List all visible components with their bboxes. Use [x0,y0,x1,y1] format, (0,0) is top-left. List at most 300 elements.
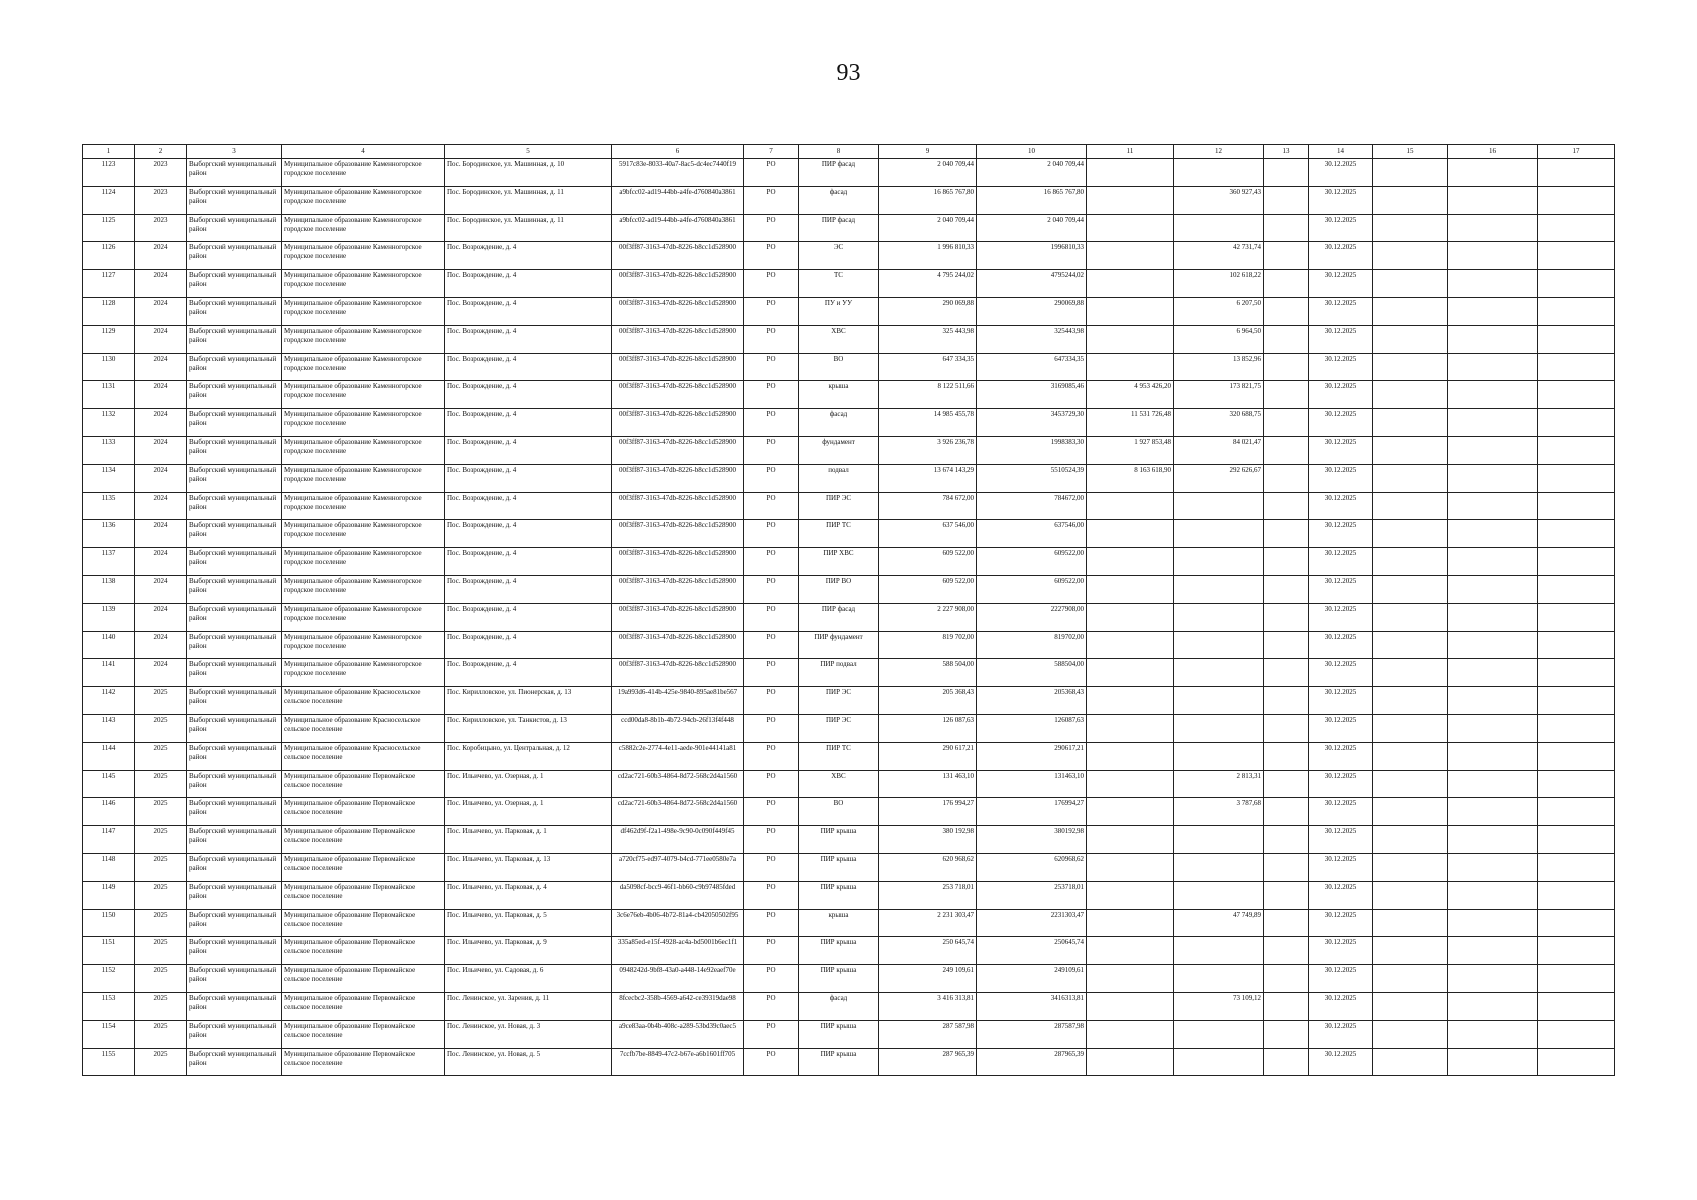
total-cost-cell: 13 674 143,29 [879,464,977,492]
address-cell: Пос. Кирилловское, ул. Пионерская, д. 13 [445,687,612,715]
work-type-cell: ПУ и УУ [799,297,879,325]
col10-amount-cell: 250645,74 [977,937,1087,965]
row-number-cell: 1147 [83,826,135,854]
col11-amount-cell [1087,631,1174,659]
col11-amount-cell [1087,575,1174,603]
col17-cell [1538,937,1615,965]
district-cell: Выборгский муниципальный район [187,325,282,353]
col12-amount-cell [1174,965,1264,993]
col10-amount-cell: 609522,00 [977,548,1087,576]
col10-amount-cell: 5510524,39 [977,464,1087,492]
col16-cell [1448,575,1538,603]
col7-code-cell: РО [744,853,799,881]
col17-cell [1538,297,1615,325]
col16-cell [1448,409,1538,437]
total-cost-cell: 637 546,00 [879,520,977,548]
district-cell: Выборгский муниципальный район [187,436,282,464]
col11-amount-cell [1087,798,1174,826]
municipality-cell: Муниципальное образование Первомайское сельское поселение [282,798,445,826]
house-guid-cell: a9ce83aa-0b4b-408c-a289-53bd39c0aec5 [612,1020,744,1048]
col16-cell [1448,464,1538,492]
address-cell: Пос. Возрождение, д. 4 [445,409,612,437]
col10-amount-cell: 290617,21 [977,742,1087,770]
deadline-cell: 30.12.2025 [1309,881,1373,909]
col7-code-cell: РО [744,659,799,687]
address-cell: Пос. Коробицыно, ул. Центральная, д. 12 [445,742,612,770]
total-cost-cell: 609 522,00 [879,575,977,603]
year-cell: 2023 [135,186,187,214]
col15-cell [1373,770,1448,798]
address-cell: Пос. Возрождение, д. 4 [445,436,612,464]
year-cell: 2025 [135,687,187,715]
row-number-cell: 1137 [83,548,135,576]
deadline-cell: 30.12.2025 [1309,409,1373,437]
house-guid-cell: 00f3ff87-3163-47db-8226-b8cc1d528900 [612,631,744,659]
col11-amount-cell [1087,937,1174,965]
col12-amount-cell: 47 749,89 [1174,909,1264,937]
total-cost-cell: 14 985 455,78 [879,409,977,437]
col15-cell [1373,1048,1448,1076]
work-type-cell: ЭС [799,242,879,270]
district-cell: Выборгский муниципальный район [187,381,282,409]
district-cell: Выборгский муниципальный район [187,186,282,214]
col15-cell [1373,714,1448,742]
house-guid-cell: 00f3ff87-3163-47db-8226-b8cc1d528900 [612,575,744,603]
col16-cell [1448,381,1538,409]
work-type-cell: ПИР ТС [799,742,879,770]
table-row [83,881,1615,909]
table-row [83,687,1615,715]
deadline-cell: 30.12.2025 [1309,798,1373,826]
col12-amount-cell: 3 787,68 [1174,798,1264,826]
year-cell: 2025 [135,992,187,1020]
year-cell: 2025 [135,1048,187,1076]
col7-code-cell: РО [744,464,799,492]
table-row [83,992,1615,1020]
table-row [83,436,1615,464]
address-cell: Пос. Возрождение, д. 4 [445,270,612,298]
total-cost-cell: 8 122 511,66 [879,381,977,409]
address-cell: Пос. Возрождение, д. 4 [445,575,612,603]
district-cell: Выборгский муниципальный район [187,714,282,742]
col12-amount-cell [1174,548,1264,576]
col7-code-cell: РО [744,937,799,965]
year-cell: 2025 [135,881,187,909]
municipality-cell: Муниципальное образование Каменногорское городское поселение [282,464,445,492]
col17-cell [1538,1020,1615,1048]
table-row [83,965,1615,993]
col11-amount-cell [1087,242,1174,270]
col15-cell [1373,270,1448,298]
district-cell: Выборгский муниципальный район [187,575,282,603]
table-row [83,186,1615,214]
col13-cell [1264,1048,1309,1076]
col16-cell [1448,1020,1538,1048]
col7-code-cell: РО [744,381,799,409]
col15-cell [1373,826,1448,854]
col17-cell [1538,214,1615,242]
col13-cell [1264,325,1309,353]
col13-cell [1264,631,1309,659]
row-number-cell: 1153 [83,992,135,1020]
col12-amount-cell: 42 731,74 [1174,242,1264,270]
row-number-cell: 1130 [83,353,135,381]
col12-amount-cell [1174,1048,1264,1076]
col16-cell [1448,937,1538,965]
year-cell: 2024 [135,520,187,548]
col13-cell [1264,826,1309,854]
table-row [83,548,1615,576]
municipality-cell: Муниципальное образование Каменногорское городское поселение [282,325,445,353]
col15-cell [1373,798,1448,826]
col13-cell [1264,770,1309,798]
year-cell: 2025 [135,1020,187,1048]
year-cell: 2025 [135,798,187,826]
col17-cell [1538,853,1615,881]
address-cell: Пос. Ленинское, ул. Новая, д. 3 [445,1020,612,1048]
year-cell: 2024 [135,659,187,687]
address-cell: Пос. Возрождение, д. 4 [445,603,612,631]
col15-cell [1373,603,1448,631]
deadline-cell: 30.12.2025 [1309,659,1373,687]
table-row [83,826,1615,854]
table-row [83,631,1615,659]
col13-cell [1264,242,1309,270]
col13-cell [1264,436,1309,464]
table-row [83,214,1615,242]
work-type-cell: ТС [799,270,879,298]
district-cell: Выборгский муниципальный район [187,242,282,270]
year-cell: 2024 [135,409,187,437]
col10-amount-cell: 2 040 709,44 [977,214,1087,242]
col16-cell [1448,436,1538,464]
row-number-cell: 1149 [83,881,135,909]
col10-amount-cell: 647334,35 [977,353,1087,381]
col16-cell [1448,631,1538,659]
total-cost-cell: 131 463,10 [879,770,977,798]
col7-code-cell: РО [744,770,799,798]
col12-amount-cell: 84 021,47 [1174,436,1264,464]
address-cell: Пос. Бородинское, ул. Машинная, д. 10 [445,159,612,187]
year-cell: 2025 [135,853,187,881]
total-cost-cell: 2 227 908,00 [879,603,977,631]
col12-amount-cell [1174,492,1264,520]
col12-amount-cell: 360 927,43 [1174,186,1264,214]
col11-amount-cell [1087,714,1174,742]
district-cell: Выборгский муниципальный район [187,853,282,881]
municipality-cell: Муниципальное образование Каменногорское городское поселение [282,270,445,298]
col16-cell [1448,881,1538,909]
col13-cell [1264,965,1309,993]
col12-amount-cell [1174,881,1264,909]
municipality-cell: Муниципальное образование Каменногорское городское поселение [282,353,445,381]
col7-code-cell: РО [744,548,799,576]
col11-amount-cell [1087,992,1174,1020]
col13-cell [1264,603,1309,631]
work-type-cell: ПИР ВО [799,575,879,603]
year-cell: 2024 [135,548,187,576]
municipality-cell: Муниципальное образование Первомайское сельское поселение [282,853,445,881]
col12-amount-cell: 13 852,96 [1174,353,1264,381]
col7-code-cell: РО [744,631,799,659]
deadline-cell: 30.12.2025 [1309,325,1373,353]
municipality-cell: Муниципальное образование Каменногорское городское поселение [282,242,445,270]
col16-cell [1448,909,1538,937]
col10-amount-cell: 2231303,47 [977,909,1087,937]
column-header-5: 5 [445,145,612,159]
house-guid-cell: 7ccfb7be-8849-47c2-b67e-a6b1601ff705 [612,1048,744,1076]
col15-cell [1373,575,1448,603]
row-number-cell: 1151 [83,937,135,965]
col17-cell [1538,965,1615,993]
deadline-cell: 30.12.2025 [1309,965,1373,993]
col10-amount-cell: 126087,63 [977,714,1087,742]
district-cell: Выборгский муниципальный район [187,909,282,937]
col13-cell [1264,186,1309,214]
work-type-cell: ХВС [799,325,879,353]
column-header-15: 15 [1373,145,1448,159]
district-cell: Выборгский муниципальный район [187,409,282,437]
house-guid-cell: 00f3ff87-3163-47db-8226-b8cc1d528900 [612,409,744,437]
total-cost-cell: 2 040 709,44 [879,214,977,242]
col15-cell [1373,159,1448,187]
col16-cell [1448,659,1538,687]
total-cost-cell: 3 926 236,78 [879,436,977,464]
house-guid-cell: 00f3ff87-3163-47db-8226-b8cc1d528900 [612,436,744,464]
table-row [83,853,1615,881]
col11-amount-cell [1087,909,1174,937]
col16-cell [1448,548,1538,576]
table-row [83,325,1615,353]
work-type-cell: ПИР ХВС [799,548,879,576]
col10-amount-cell: 249109,61 [977,965,1087,993]
deadline-cell: 30.12.2025 [1309,270,1373,298]
col16-cell [1448,297,1538,325]
municipality-cell: Муниципальное образование Первомайское сельское поселение [282,770,445,798]
col12-amount-cell: 73 109,12 [1174,992,1264,1020]
deadline-cell: 30.12.2025 [1309,603,1373,631]
col7-code-cell: РО [744,409,799,437]
col17-cell [1538,826,1615,854]
row-number-cell: 1142 [83,687,135,715]
col16-cell [1448,603,1538,631]
deadline-cell: 30.12.2025 [1309,381,1373,409]
deadline-cell: 30.12.2025 [1309,1020,1373,1048]
total-cost-cell: 4 795 244,02 [879,270,977,298]
house-guid-cell: 00f3ff87-3163-47db-8226-b8cc1d528900 [612,242,744,270]
deadline-cell: 30.12.2025 [1309,909,1373,937]
col10-amount-cell: 290069,88 [977,297,1087,325]
district-cell: Выборгский муниципальный район [187,492,282,520]
house-guid-cell: 5917c83e-8033-40a7-8ac5-dc4ec7440f19 [612,159,744,187]
col15-cell [1373,520,1448,548]
deadline-cell: 30.12.2025 [1309,937,1373,965]
total-cost-cell: 2 040 709,44 [879,159,977,187]
col10-amount-cell: 1998383,30 [977,436,1087,464]
table-header [83,145,1615,159]
deadline-cell: 30.12.2025 [1309,742,1373,770]
col15-cell [1373,297,1448,325]
work-type-cell: ПИР ЭС [799,714,879,742]
year-cell: 2024 [135,436,187,464]
district-cell: Выборгский муниципальный район [187,159,282,187]
deadline-cell: 30.12.2025 [1309,714,1373,742]
table-row [83,575,1615,603]
col15-cell [1373,965,1448,993]
col10-amount-cell: 287965,39 [977,1048,1087,1076]
col12-amount-cell [1174,214,1264,242]
district-cell: Выборгский муниципальный район [187,631,282,659]
year-cell: 2024 [135,325,187,353]
col10-amount-cell: 784672,00 [977,492,1087,520]
col13-cell [1264,742,1309,770]
column-header-17: 17 [1538,145,1615,159]
col12-amount-cell: 102 618,22 [1174,270,1264,298]
col16-cell [1448,214,1538,242]
house-guid-cell: 0948242d-9bf8-43a0-a448-14e92eaef70e [612,965,744,993]
col13-cell [1264,714,1309,742]
district-cell: Выборгский муниципальный район [187,742,282,770]
house-guid-cell: cd2ac721-60b3-4864-8d72-568c2d4a1560 [612,798,744,826]
house-guid-cell: 00f3ff87-3163-47db-8226-b8cc1d528900 [612,548,744,576]
column-header-14: 14 [1309,145,1373,159]
col13-cell [1264,297,1309,325]
row-number-cell: 1138 [83,575,135,603]
col15-cell [1373,492,1448,520]
col11-amount-cell [1087,659,1174,687]
col13-cell [1264,381,1309,409]
table-row [83,1048,1615,1076]
col16-cell [1448,826,1538,854]
work-type-cell: ПИР крыша [799,853,879,881]
deadline-cell: 30.12.2025 [1309,1048,1373,1076]
col17-cell [1538,242,1615,270]
address-cell: Пос. Возрождение, д. 4 [445,464,612,492]
col7-code-cell: РО [744,214,799,242]
col7-code-cell: РО [744,826,799,854]
deadline-cell: 30.12.2025 [1309,575,1373,603]
col13-cell [1264,270,1309,298]
col16-cell [1448,270,1538,298]
col11-amount-cell [1087,881,1174,909]
col11-amount-cell [1087,492,1174,520]
col13-cell [1264,659,1309,687]
col12-amount-cell [1174,603,1264,631]
col12-amount-cell [1174,742,1264,770]
municipality-cell: Муниципальное образование Каменногорское городское поселение [282,214,445,242]
year-cell: 2024 [135,381,187,409]
work-type-cell: ПИР фасад [799,603,879,631]
col7-code-cell: РО [744,186,799,214]
col15-cell [1373,186,1448,214]
municipality-cell: Муниципальное образование Первомайское сельское поселение [282,992,445,1020]
table-row [83,409,1615,437]
col15-cell [1373,909,1448,937]
total-cost-cell: 609 522,00 [879,548,977,576]
col11-amount-cell [1087,742,1174,770]
col10-amount-cell: 3453729,30 [977,409,1087,437]
col16-cell [1448,992,1538,1020]
year-cell: 2025 [135,826,187,854]
col7-code-cell: РО [744,965,799,993]
total-cost-cell: 380 192,98 [879,826,977,854]
total-cost-cell: 620 968,62 [879,853,977,881]
col16-cell [1448,770,1538,798]
address-cell: Пос. Бородинское, ул. Машинная, д. 11 [445,214,612,242]
year-cell: 2024 [135,464,187,492]
col10-amount-cell: 620968,62 [977,853,1087,881]
col15-cell [1373,742,1448,770]
municipality-cell: Муниципальное образование Каменногорское городское поселение [282,603,445,631]
district-cell: Выборгский муниципальный район [187,965,282,993]
municipality-cell: Муниципальное образование Каменногорское городское поселение [282,492,445,520]
col15-cell [1373,992,1448,1020]
total-cost-cell: 3 416 313,81 [879,992,977,1020]
table-row [83,1020,1615,1048]
total-cost-cell: 325 443,98 [879,325,977,353]
house-guid-cell: 00f3ff87-3163-47db-8226-b8cc1d528900 [612,353,744,381]
address-cell: Пос. Ильичево, ул. Озерная, д. 1 [445,798,612,826]
col13-cell [1264,214,1309,242]
row-number-cell: 1127 [83,270,135,298]
municipality-cell: Муниципальное образование Каменногорское городское поселение [282,436,445,464]
col15-cell [1373,1020,1448,1048]
col10-amount-cell: 380192,98 [977,826,1087,854]
work-type-cell: фундамент [799,436,879,464]
work-type-cell: ПИР крыша [799,881,879,909]
col11-amount-cell [1087,325,1174,353]
work-type-cell: ПИР крыша [799,965,879,993]
year-cell: 2024 [135,575,187,603]
col7-code-cell: РО [744,1048,799,1076]
col17-cell [1538,353,1615,381]
row-number-cell: 1139 [83,603,135,631]
work-type-cell: фасад [799,992,879,1020]
row-number-cell: 1144 [83,742,135,770]
work-type-cell: фасад [799,409,879,437]
col12-amount-cell [1174,520,1264,548]
col17-cell [1538,992,1615,1020]
col15-cell [1373,325,1448,353]
table-row [83,159,1615,187]
col13-cell [1264,159,1309,187]
work-type-cell: ВО [799,353,879,381]
col17-cell [1538,436,1615,464]
year-cell: 2024 [135,631,187,659]
work-type-cell: ПИР подвал [799,659,879,687]
deadline-cell: 30.12.2025 [1309,159,1373,187]
municipality-cell: Муниципальное образование Первомайское сельское поселение [282,1020,445,1048]
col11-amount-cell: 8 163 618,90 [1087,464,1174,492]
col13-cell [1264,520,1309,548]
total-cost-cell: 784 672,00 [879,492,977,520]
house-guid-cell: da5098cf-bcc9-46f1-bb60-c9b97485fded [612,881,744,909]
col10-amount-cell: 253718,01 [977,881,1087,909]
col12-amount-cell: 6 964,50 [1174,325,1264,353]
municipality-cell: Муниципальное образование Каменногорское городское поселение [282,186,445,214]
house-guid-cell: 00f3ff87-3163-47db-8226-b8cc1d528900 [612,464,744,492]
deadline-cell: 30.12.2025 [1309,548,1373,576]
col17-cell [1538,186,1615,214]
work-type-cell: ПИР крыша [799,1048,879,1076]
col7-code-cell: РО [744,687,799,715]
total-cost-cell: 588 504,00 [879,659,977,687]
address-cell: Пос. Возрождение, д. 4 [445,548,612,576]
deadline-cell: 30.12.2025 [1309,687,1373,715]
address-cell: Пос. Возрождение, д. 4 [445,353,612,381]
col17-cell [1538,881,1615,909]
col7-code-cell: РО [744,742,799,770]
